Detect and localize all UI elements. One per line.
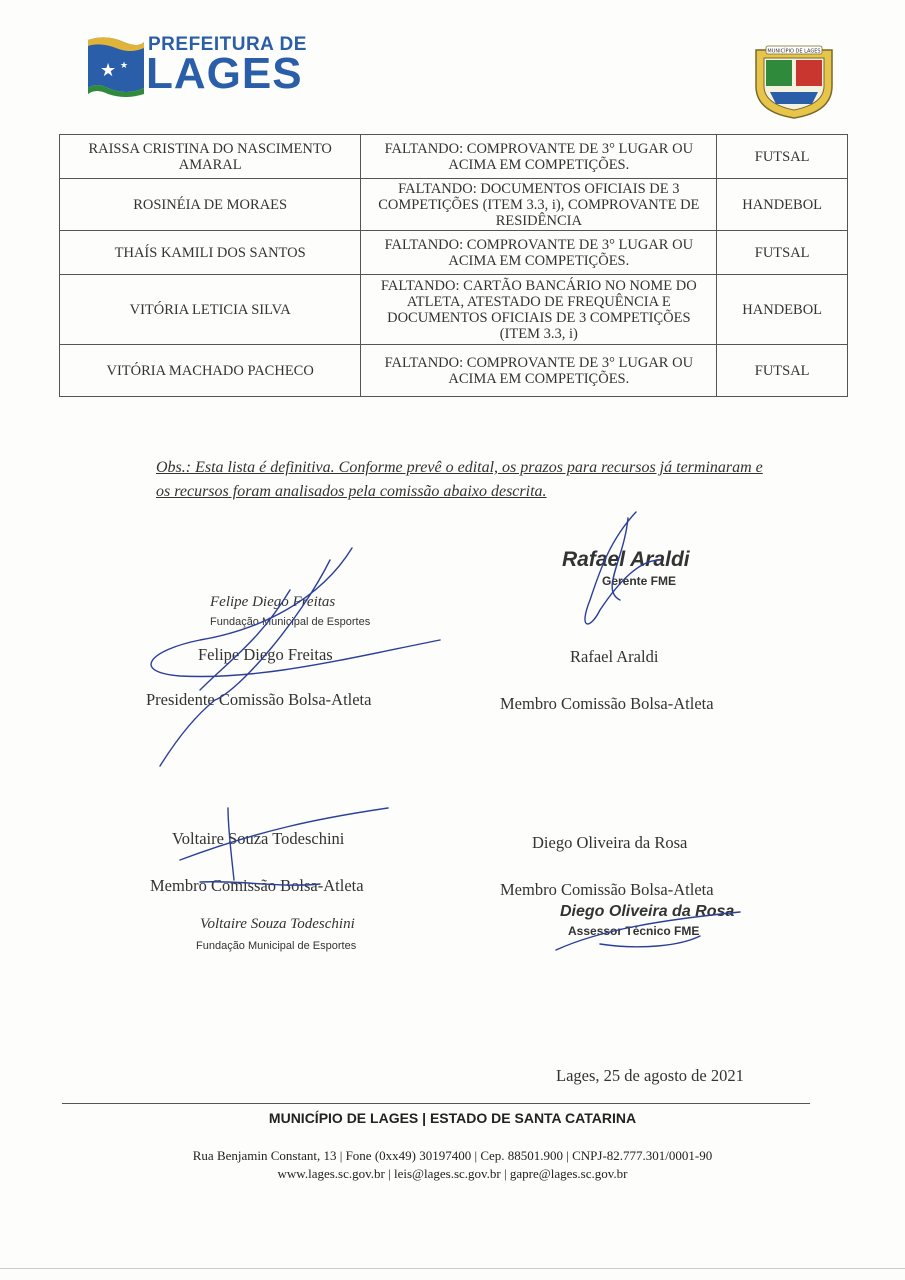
municipal-crest [752, 42, 836, 120]
status-cell: FALTANDO: CARTÃO BANCÁRIO NO NOME DO ATLETA, ATESTADO DE FREQUÊNCIA E DOCUMENTOS OFICIAIS DE 3 COMPETIÇÕES (ITEM 3.3, i) [361, 275, 717, 345]
voltaire-stamp-name: Voltaire Souza Todeschini [200, 916, 355, 932]
felipe-stamp-org: Fundação Municipal de Esportes [210, 616, 371, 628]
logo-line2: LAGES [146, 49, 303, 98]
table-row [60, 179, 848, 231]
rafael-stamp-title: Gerente FME [602, 574, 677, 588]
diego-role: Membro Comissão Bolsa-Atleta [500, 880, 714, 899]
table-body [60, 135, 848, 397]
diego-stamp-title: Assessor Técnico FME [568, 924, 700, 938]
sport-cell: FUTSAL [717, 231, 848, 275]
svg-text:★: ★ [100, 60, 117, 81]
footer-address: Rua Benjamin Constant, 13 | Fone (0xx49) 30197400 | Cep. 88501.900 | CNPJ-82.777.301/0001-90 [192, 1148, 713, 1163]
footer-divider [62, 1103, 810, 1104]
svg-text:MUNICÍPIO DE LAGES: MUNICÍPIO DE LAGES [767, 48, 821, 55]
document-date: Lages, 25 de agosto de 2021 [556, 1066, 744, 1085]
sport-cell: HANDEBOL [717, 275, 848, 345]
table-row [60, 345, 848, 397]
footer-web: www.lages.sc.gov.br | leis@lages.sc.gov.br | gapre@lages.sc.gov.br [277, 1166, 628, 1181]
status-cell: FALTANDO: COMPROVANTE DE 3° LUGAR OU ACIMA EM COMPETIÇÕES. [361, 231, 717, 275]
page-bottom-edge [0, 1268, 905, 1269]
athlete-name-cell: VITÓRIA MACHADO PACHECO [60, 345, 361, 397]
svg-text:★: ★ [120, 61, 129, 71]
athlete-name-cell: THAÍS KAMILI DOS SANTOS [60, 231, 361, 275]
athlete-name-cell: VITÓRIA LETICIA SILVA [60, 275, 361, 345]
rafael-stamp-name: Rafael Araldi [562, 548, 690, 571]
sport-cell: HANDEBOL [717, 179, 848, 231]
logo-line1: PREFEITURA DE [148, 34, 307, 55]
athlete-name-cell: ROSINÉIA DE MORAES [60, 179, 361, 231]
diego-stamp-name: Diego Oliveira da Rosa [560, 903, 735, 920]
status-cell: FALTANDO: COMPROVANTE DE 3° LUGAR OU ACIMA EM COMPETIÇÕES. [361, 135, 717, 179]
rafael-name: Rafael Araldi [570, 647, 659, 666]
rafael-role: Membro Comissão Bolsa-Atleta [500, 694, 714, 713]
status-cell: FALTANDO: COMPROVANTE DE 3° LUGAR OU ACIMA EM COMPETIÇÕES. [361, 345, 717, 397]
sport-cell: FUTSAL [717, 135, 848, 179]
felipe-stamp-name: Felipe Diego Freitas [210, 594, 336, 610]
footer-title: MUNICÍPIO DE LAGES | ESTADO DE SANTA CATARINA [268, 1110, 637, 1126]
status-cell: FALTANDO: DOCUMENTOS OFICIAIS DE 3 COMPETIÇÕES (ITEM 3.3, i), COMPROVANTE DE RESIDÊNCIA [361, 179, 717, 231]
voltaire-name: Voltaire Souza Todeschini [172, 829, 345, 848]
felipe-role: Presidente Comissão Bolsa-Atleta [146, 690, 372, 709]
athlete-name-cell: RAISSA CRISTINA DO NASCIMENTO AMARAL [60, 135, 361, 179]
observation-note: Obs.: Esta lista é definitiva. Conforme prevê o edital, os prazos para recursos já terminaram e os recursos foram analisados pela comissão abaixo descrita. [156, 459, 763, 500]
sport-cell: FUTSAL [717, 345, 848, 397]
voltaire-stamp-org: Fundação Municipal de Esportes [196, 940, 357, 952]
table-row [60, 135, 848, 179]
table-row [60, 231, 848, 275]
felipe-name: Felipe Diego Freitas [198, 645, 333, 664]
candidates-table [59, 134, 848, 397]
coat-of-arms-icon [752, 42, 836, 120]
diego-name: Diego Oliveira da Rosa [532, 833, 688, 852]
voltaire-role: Membro Comissão Bolsa-Atleta [150, 876, 364, 895]
table-row [60, 275, 848, 345]
